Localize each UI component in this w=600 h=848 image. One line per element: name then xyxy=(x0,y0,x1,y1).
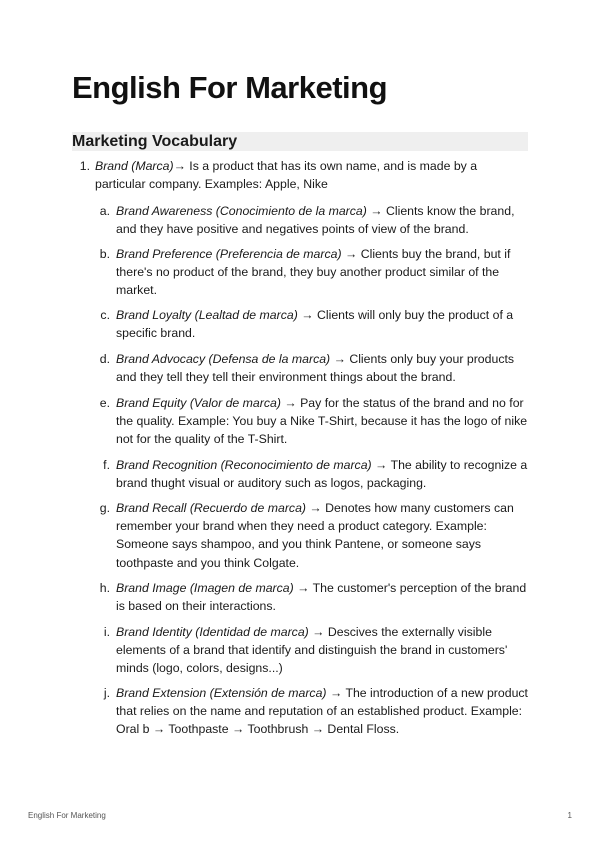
sub-item-letter-j: j. xyxy=(103,686,110,700)
arrow-icon: → xyxy=(326,686,346,700)
sub-item-letter-h: h. xyxy=(99,581,110,595)
sub-item-b xyxy=(116,245,528,300)
sub-item-f xyxy=(116,456,528,492)
arrow-icon: → xyxy=(371,458,391,472)
sub-item-term: Brand Extension (Extensión de marca) xyxy=(116,686,327,700)
sub-item-letter-d: d. xyxy=(99,352,110,366)
main-item-arrow: → xyxy=(173,159,186,173)
sub-item-h xyxy=(116,579,528,615)
sub-item-definition: Clients will only buy the product of a specific brand. xyxy=(116,308,514,341)
sub-item-j xyxy=(116,684,528,739)
sub-item-letter-f: f. xyxy=(103,458,110,472)
arrow-icon: → xyxy=(330,352,350,366)
sub-item-g xyxy=(116,499,528,572)
page-title: English For Marketing xyxy=(72,70,388,105)
sub-item-term: Brand Equity (Valor de marca) xyxy=(116,396,281,410)
sub-item-i xyxy=(116,623,528,678)
sub-item-term: Brand Loyalty (Lealtad de marca) xyxy=(116,308,298,322)
main-item-number: 1. xyxy=(79,159,90,173)
sub-item-e xyxy=(116,394,528,449)
arrow-icon: → xyxy=(306,501,326,515)
sub-item-term: Brand Advocacy (Defensa de la marca) xyxy=(116,352,331,366)
sub-item-term: Brand Identity (Identidad de marca) xyxy=(116,625,309,639)
sub-item-d xyxy=(116,350,528,386)
sub-item-letter-g: g. xyxy=(99,501,110,515)
sub-item-c xyxy=(116,306,528,342)
arrow-icon: → xyxy=(366,204,386,218)
sub-item-term: Brand Recall (Recuerdo de marca) xyxy=(116,501,307,515)
main-item-definition: Is a product that has its own name, and is made by a particular company. Examples: Apple, Nike xyxy=(95,159,478,192)
main-item xyxy=(95,157,515,193)
sub-item-definition: The customer's perception of the brand is based on their interactions. xyxy=(116,581,527,614)
footer-document-title: English For Marketing xyxy=(28,811,106,820)
sub-item-letter-e: e. xyxy=(99,396,110,410)
arrow-icon: → xyxy=(308,625,328,639)
sub-item-definition: Clients buy the brand, but if there's no product of the brand, they buy another product similar of the market. xyxy=(116,247,511,298)
sub-item-definition: Denotes how many customers can remember your brand when they need a product category. Example: Someone says shampoo, and you think Pantene, or someone says toothpaste and you think Colgate. xyxy=(116,501,514,570)
sub-item-definition: Pay for the status of the brand and no for the quality. Example: You buy a Nike T-Shirt, because it has the logo of nike not for the quality of the T-Shirt. xyxy=(116,396,528,447)
sub-item-letter-a: a. xyxy=(99,204,110,218)
arrow-icon: → xyxy=(293,581,313,595)
sub-item-term: Brand Recognition (Reconocimiento de marca) xyxy=(116,458,372,472)
footer-page-number: 1 xyxy=(567,811,572,820)
main-item-term: Brand (Marca) xyxy=(95,159,174,173)
section-heading: Marketing Vocabulary xyxy=(72,132,528,151)
arrow-icon: → xyxy=(297,308,317,322)
sub-item-letter-i: i. xyxy=(103,625,110,639)
sub-item-letter-b: b. xyxy=(99,247,110,261)
arrow-icon: → xyxy=(341,247,361,261)
sub-item-definition: Descives the externally visible elements of a brand that identify and distinguish the brand in customers' minds (logo, colors, designs...) xyxy=(116,625,508,676)
arrow-icon: → xyxy=(280,396,301,410)
sub-item-definition: Clients know the brand, and they have positive and negatives points of view of the brand. xyxy=(116,204,515,237)
sub-item-a xyxy=(116,202,528,238)
sub-item-definition: Clients only buy your products and they tell they tell their environment things about the brand. xyxy=(116,352,515,385)
sub-item-term: Brand Image (Imagen de marca) xyxy=(116,581,294,595)
sub-item-term: Brand Awareness (Conocimiento de la marca) xyxy=(116,204,367,218)
sub-item-term: Brand Preference (Preferencia de marca) xyxy=(116,247,342,261)
sub-item-definition: The ability to recognize a brand thught visual or auditory such as logos, packaging. xyxy=(116,458,528,491)
sub-item-definition: The introduction of a new product that relies on the name and reputation of an established product. Example: Oral b → Toothpaste → Toothbrush → Dental Floss. xyxy=(116,686,528,737)
sub-item-letter-c: c. xyxy=(100,308,110,322)
